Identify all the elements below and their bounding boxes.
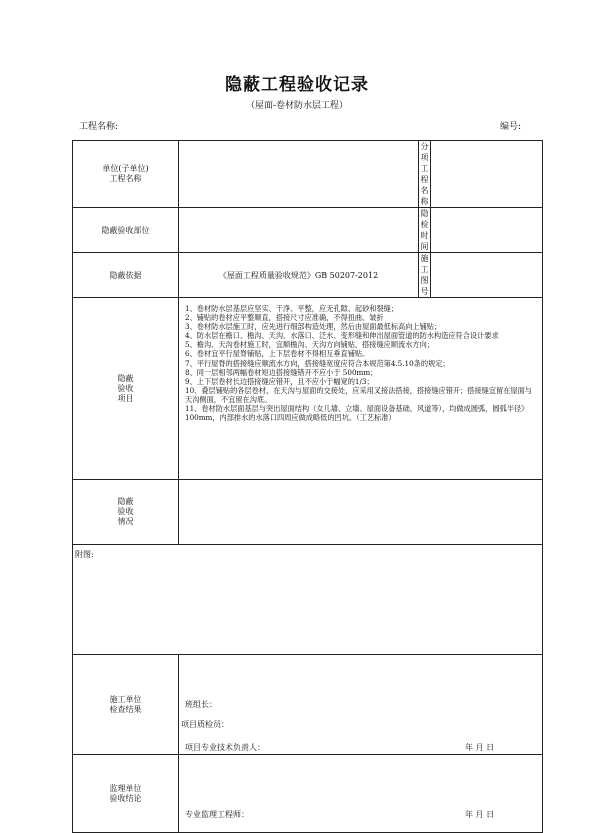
construction-sign-area[interactable] [179,655,543,755]
tech-lead-label: 项目专业技术负责人： [185,743,265,752]
list-item: 8、同一层相邻两幅卷材短边搭接缝错开不应小于 500mm； [185,367,378,377]
quality-inspector-label: 项目质检员： [181,720,229,729]
inspect-time-value[interactable] [431,208,543,253]
list-item: 2、铺贴的卷材应平整顺直，搭接尺寸应准确，不得扭曲、皱折 [185,313,384,323]
basis-label: 隐蔽依据 [73,253,179,298]
inspection-form [72,140,543,833]
construction-date: 年 月 日 [465,743,495,752]
list-item: 3、卷材防水层施工时，应先进行细部构造处理，然后由屋面最低标高向上铺贴； [185,322,442,332]
supervision-label: 监理单位 验收结论 [73,755,179,833]
page-subtitle: （屋面-卷材防水层工程） [245,101,349,111]
supervision-sign-area[interactable] [179,755,543,833]
unit-name-label: 单位(子单位) 工程名称 [73,141,179,208]
attachment-area[interactable] [73,545,543,655]
list-item: 7、平行屋脊的搭接缝应顺流水方向，搭接缝宽度应符合本规范第4.5.10条的规定； [185,358,450,368]
list-item: 1、卷材防水层基层应坚实、干净、平整，应无孔隙、起砂和裂缝； [185,304,399,313]
page-title: 隐蔽工程验收记录 [225,75,369,95]
list-item: 6、卷材宜平行屋脊铺贴，上下层卷材不得相互垂直铺贴。 [185,349,370,359]
basis-value: 《屋面工程质量验收规范》GB 50207-2012 [179,253,419,298]
number-label: 编号: [500,122,522,132]
sub-item-value[interactable] [431,141,543,208]
drawing-value[interactable] [431,253,543,298]
list-item: 9、上下层卷材长边搭接缝应错开，且不应小于幅宽的1/3； [185,376,374,386]
list-item: 4、防水层在檐口、檐沟、天沟、水落口、泛水、变形缝和伸出屋面管道的防水构造应符合设计要求 [185,331,499,341]
inspect-time-label: 隐检时间 [420,209,429,251]
attachment-label: 附图: [75,550,94,559]
construction-label: 施工单位 检查结果 [73,655,179,755]
project-name-label: 工程名称: [79,122,119,132]
status-value[interactable] [179,480,543,545]
team-leader-label: 班组长： [185,700,217,709]
sub-item-label: 分项工程名称 [420,142,429,206]
item-label: 隐蔽 验收 项目 [73,298,179,480]
supervision-date: 年 月 日 [465,810,495,819]
location-label: 隐蔽验收部位 [73,208,179,253]
status-label: 隐蔽 验收 情况 [73,480,179,545]
list-item: 10、叠层铺贴的各层卷材，在天沟与屋面的交接处，应采用叉接法搭接，搭接缝应错开；搭接缝宜留在屋面与天沟侧面，不宜留在沟底。 [185,385,532,404]
drawing-label: 施工图号 [420,254,429,296]
unit-name-value[interactable] [179,141,419,208]
list-item: 11、卷材防水层面基层与突出屋面结构（女儿墙、立墙、屋面设备基础、风道等），均做成圆弧，圆弧半径》100mm，内部排水的水落口四周应做成略低的凹坑。（工艺标准） [185,404,529,423]
location-value[interactable] [179,208,419,253]
inspection-items [179,298,543,480]
engineer-label: 专业监理工程师： [185,810,249,819]
list-item: 5、檐沟、天沟卷材施工时，宜顺檐沟、天沟方向铺贴，搭接缝应顺流水方向； [185,340,434,350]
